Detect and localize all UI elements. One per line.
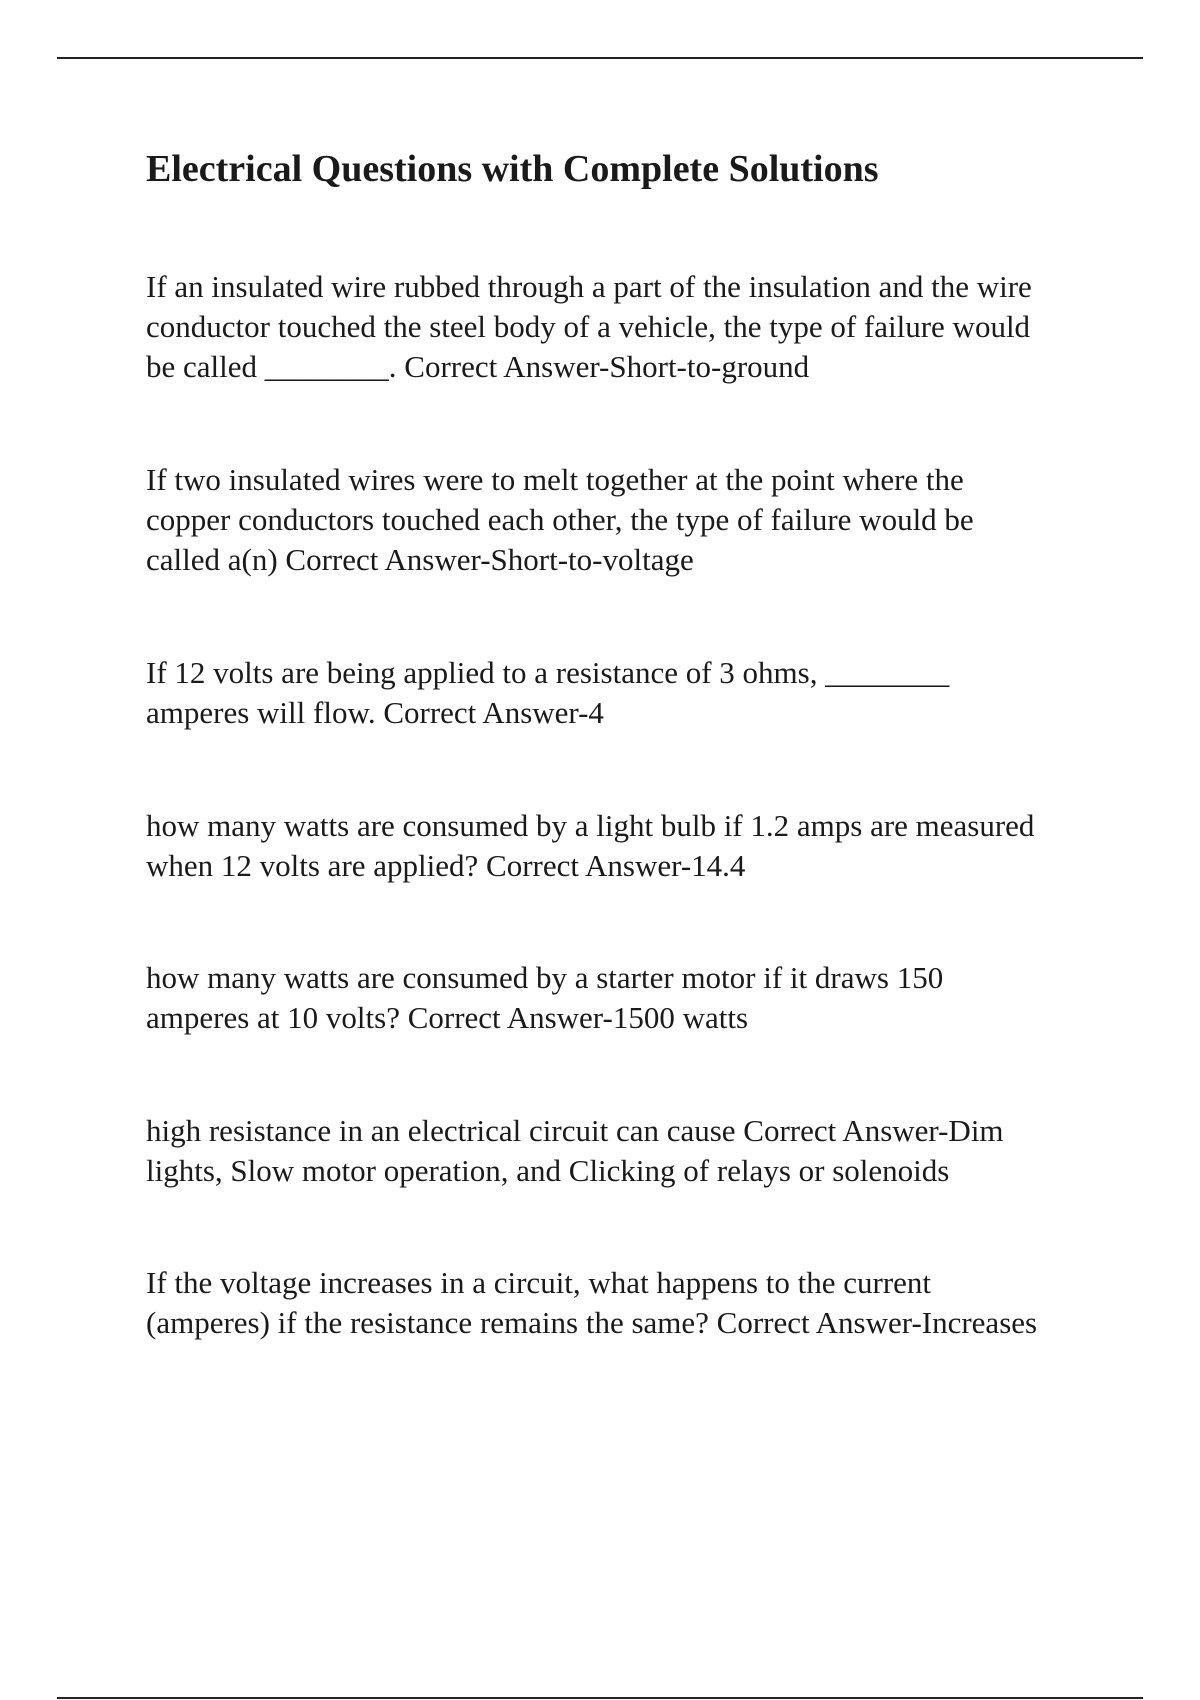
question-answer-1 [146,267,1086,387]
question-answer-6 [146,1111,1086,1191]
text-line: high resistance in an electrical circuit can cause Correct Answer-Dim [146,1113,1004,1148]
text-line: how many watts are consumed by a light bulb if 1.2 amps are measured [146,808,1035,843]
footer-rule [57,1697,1143,1699]
text-line: when 12 volts are applied? Correct Answer-14.4 [146,848,746,883]
text-line: If the voltage increases in a circuit, what happens to the current [146,1265,932,1300]
question-answer-4 [146,806,1086,886]
question-answer-3 [146,653,1086,733]
text-line: If an insulated wire rubbed through a part of the insulation and the wire [146,269,1032,304]
text-line: If 12 volts are being applied to a resistance of 3 ohms, ________ [146,655,950,690]
text-line: amperes will flow. Correct Answer-4 [146,695,604,730]
text-line: copper conductors touched each other, the type of failure would be [146,502,974,537]
question-answer-7 [146,1263,1086,1343]
text-line: If two insulated wires were to melt together at the point where the [146,462,964,497]
text-line: conductor touched the steel body of a vehicle, the type of failure would [146,309,1031,344]
text-line: be called ________. Correct Answer-Short-to-ground [146,349,810,384]
page-title: Electrical Questions with Complete Solutions [146,148,879,190]
text-line: amperes at 10 volts? Correct Answer-1500 watts [146,1000,749,1035]
header-rule [57,57,1143,59]
question-answer-5 [146,958,1086,1038]
text-line: called a(n) Correct Answer-Short-to-voltage [146,542,694,577]
text-line: how many watts are consumed by a starter motor if it draws 150 [146,960,944,995]
question-answer-2 [146,460,1086,580]
text-line: lights, Slow motor operation, and Clicking of relays or solenoids [146,1153,950,1188]
text-line: (amperes) if the resistance remains the same? Correct Answer-Increases [146,1305,1038,1340]
